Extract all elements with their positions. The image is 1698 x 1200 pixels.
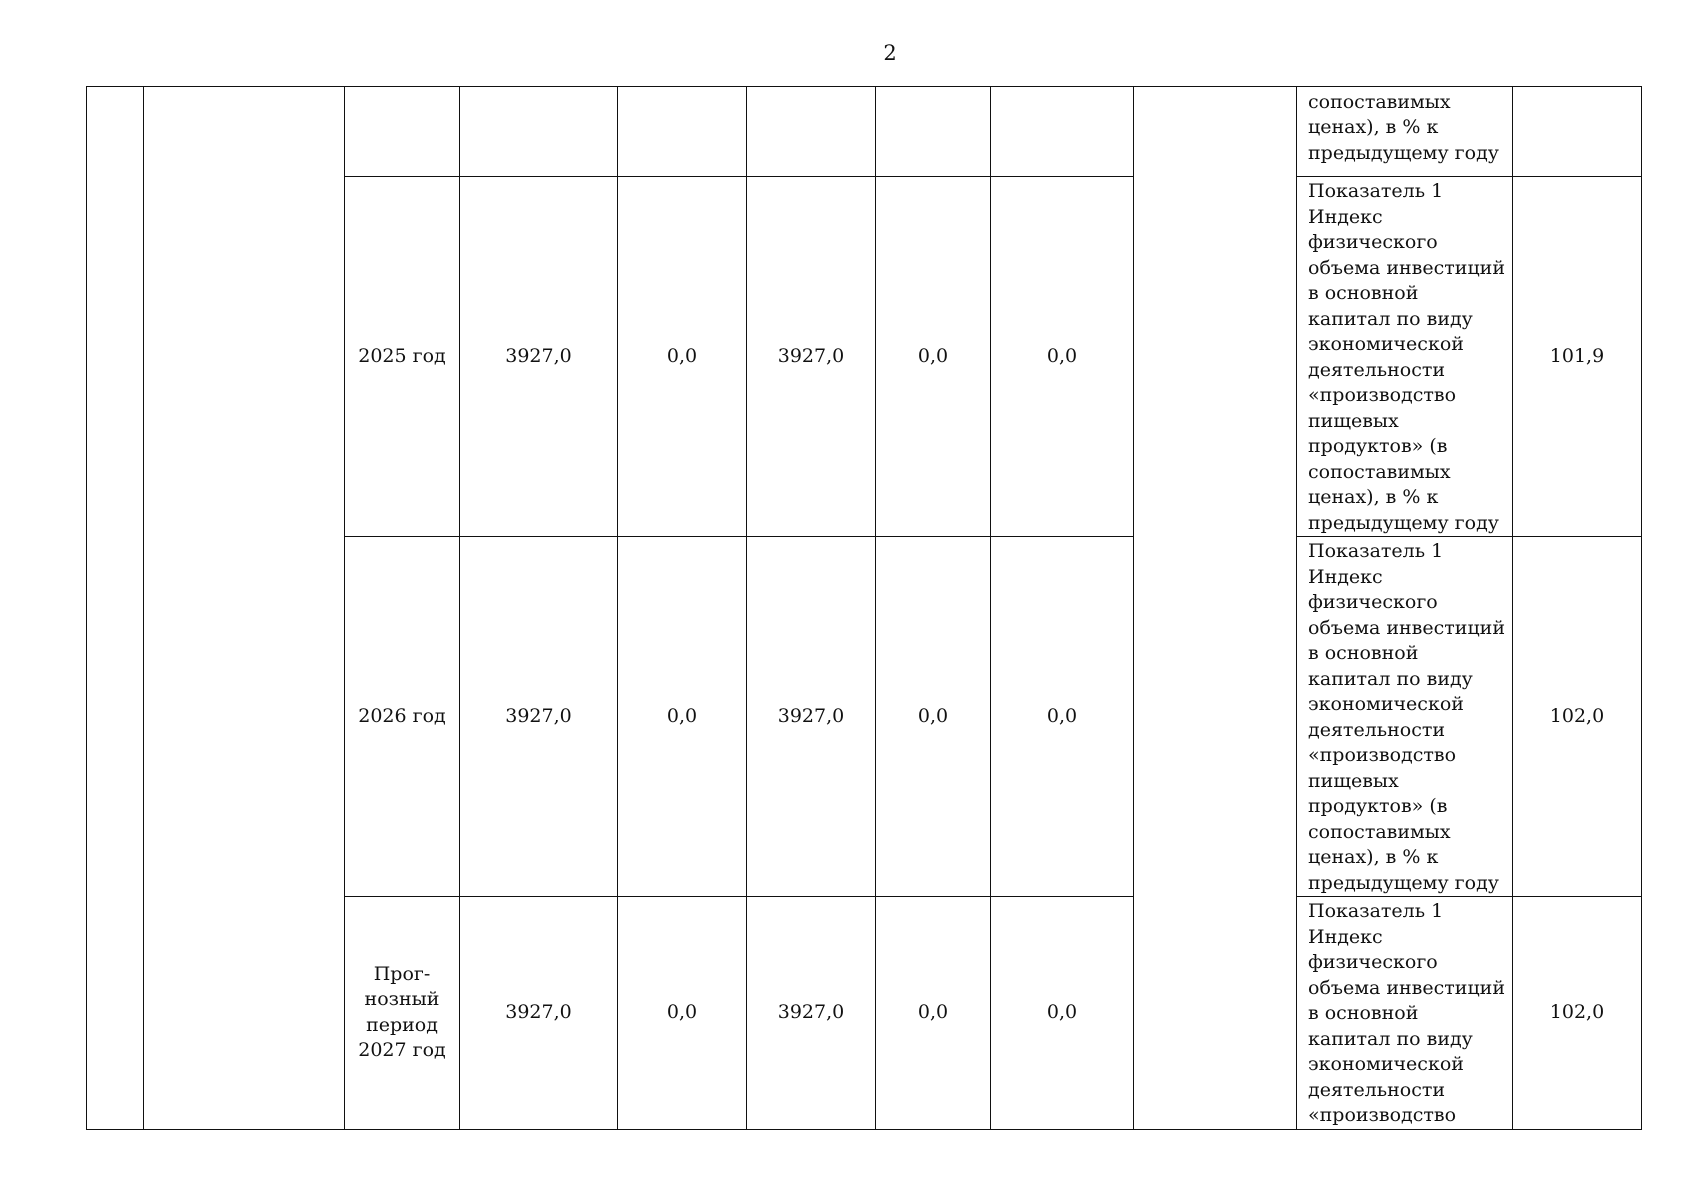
- indicator-cell: Показатель 1 Индекс физического объема инвестиций в основной капитал по виду экономической деятельности «производство пищевых продуктов» (в сопоставимых ценах), в % к предыдущему году: [1297, 537, 1513, 897]
- total-cell: [460, 87, 618, 177]
- indicator-value-cell: 101,9: [1513, 177, 1642, 537]
- federal-budget-cell: 0,0: [618, 897, 747, 1130]
- indicator-cell: Показатель 1 Индекс физического объема инвестиций в основной капитал по виду экономической деятельности «производство пищевых продуктов» (в сопоставимых ценах), в % к предыдущему году: [1297, 177, 1513, 537]
- local-budget-cell: 0,0: [876, 537, 991, 897]
- total-cell: 3927,0: [460, 897, 618, 1130]
- table-row: [87, 87, 1642, 177]
- regional-budget-cell: 3927,0: [747, 537, 876, 897]
- federal-budget-cell: [618, 87, 747, 177]
- regional-budget-cell: [747, 87, 876, 177]
- local-budget-cell: [876, 87, 991, 177]
- indicator-value-cell: 102,0: [1513, 537, 1642, 897]
- period-cell: Прог-нозный период 2027 год: [345, 897, 460, 1130]
- federal-budget-cell: 0,0: [618, 177, 747, 537]
- local-budget-cell: 0,0: [876, 897, 991, 1130]
- regional-budget-cell: 3927,0: [747, 897, 876, 1130]
- number-cell: [87, 87, 144, 1130]
- period-cell: 2026 год: [345, 537, 460, 897]
- indicator-cell: сопоставимых ценах), в % к предыдущему году: [1297, 87, 1513, 177]
- data-table: [86, 86, 1642, 1130]
- executor-cell: [1134, 87, 1297, 1130]
- other-sources-cell: 0,0: [991, 897, 1134, 1130]
- name-cell: [144, 87, 345, 1130]
- total-cell: 3927,0: [460, 177, 618, 537]
- period-cell: 2025 год: [345, 177, 460, 537]
- indicator-cell: Показатель 1 Индекс физического объема инвестиций в основной капитал по виду экономической деятельности «производство: [1297, 897, 1513, 1130]
- indicator-value-cell: [1513, 87, 1642, 177]
- other-sources-cell: [991, 87, 1134, 177]
- regional-budget-cell: 3927,0: [747, 177, 876, 537]
- page-number: 2: [883, 41, 897, 65]
- federal-budget-cell: 0,0: [618, 537, 747, 897]
- indicator-value-cell: 102,0: [1513, 897, 1642, 1130]
- other-sources-cell: 0,0: [991, 537, 1134, 897]
- other-sources-cell: 0,0: [991, 177, 1134, 537]
- total-cell: 3927,0: [460, 537, 618, 897]
- local-budget-cell: 0,0: [876, 177, 991, 537]
- period-cell: [345, 87, 460, 177]
